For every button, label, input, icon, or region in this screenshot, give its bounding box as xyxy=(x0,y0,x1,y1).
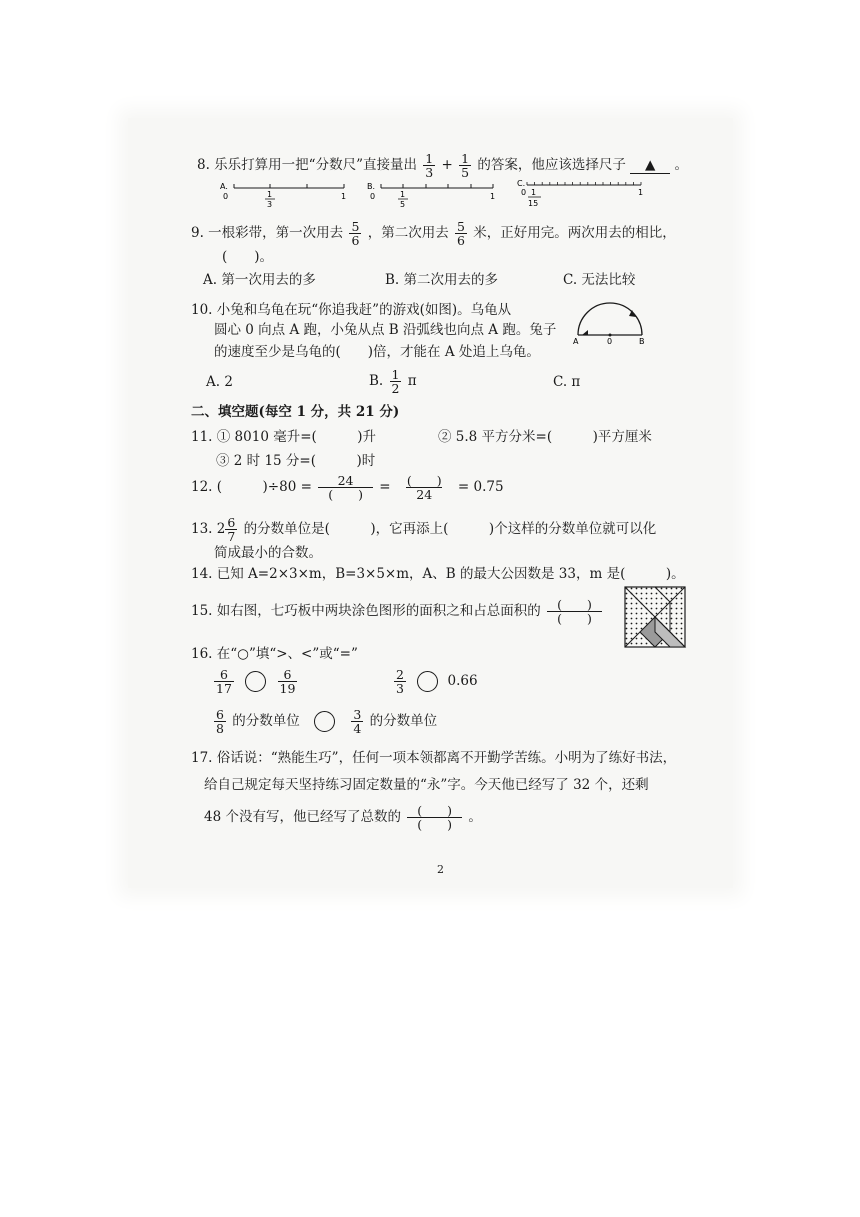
page-number: 2 xyxy=(437,863,444,876)
compare-circle-3[interactable] xyxy=(314,711,335,732)
ruler-b-mark-num: 1 xyxy=(400,190,406,199)
ruler-b-zero: 0 xyxy=(370,192,376,201)
q12-text-a: 12. ( )÷80 = xyxy=(191,479,312,496)
q12-frac-1: $\frac{24}{( )}$ xyxy=(318,474,373,501)
ruler-c-mark-num: 1 xyxy=(531,188,537,197)
q13-frac: $\frac{6}{7}$ xyxy=(227,515,236,545)
ruler-a-mark-num: 1 xyxy=(267,190,273,199)
ruler-b-one: 1 xyxy=(490,192,496,201)
q10-semicircle-figure xyxy=(570,297,650,347)
q16-compare-1 xyxy=(212,668,299,695)
q17-text: 48 个没有写，他已经写了总数的 xyxy=(204,809,401,826)
ruler-b xyxy=(367,180,497,210)
q8-text-b: 的答案，他应该选择尺子 xyxy=(477,157,626,174)
q11-part-b: ② 5.8 平方分米=( )平方厘米 xyxy=(438,429,652,445)
q8-plus: + xyxy=(441,157,453,174)
q16-c1-right: $\frac{6}{19}$ xyxy=(279,667,296,697)
ruler-c-label: C. xyxy=(517,179,526,188)
q16-c2-left: $\frac{2}{3}$ xyxy=(396,667,404,697)
q9-text-a: 9. 一根彩带，第一次用去 xyxy=(191,225,344,242)
q12-line xyxy=(191,474,504,501)
ruler-b-label: B. xyxy=(367,182,376,191)
q13-whole: 2 xyxy=(216,521,226,538)
q8-text-a: 8. 乐乐打算用一把“分数尺”直接量出 xyxy=(197,157,417,174)
q8-frac-1: $\frac{1}{3}$ xyxy=(425,151,434,181)
section-2-title: 二、填空题(每空 1 分，共 21 分) xyxy=(191,404,400,420)
q13-text: 的分数单位是( )，它再添上( )个这样的分数单位就可以化 xyxy=(243,521,657,538)
ruler-a-zero: 0 xyxy=(223,192,229,201)
q17-line-1: 17. 俗话说：“熟能生巧”，任何一项本领都离不开勤学苦练。小明为了练好书法， xyxy=(191,750,677,766)
q12-text-b: = 0.75 xyxy=(457,479,504,496)
q17-line-2: 给自己规定每天坚持练习固定数量的“永”字。今天他已经写了 32 个，还剩 xyxy=(204,777,649,793)
q16-c3-right-text: 的分数单位 xyxy=(369,713,438,730)
ruler-c-zero: 0 xyxy=(521,188,527,197)
q14-line: 14. 已知 A=2×3×m，B=3×5×m，A、B 的最大公因数是 33，m 是( )。 xyxy=(191,566,685,582)
ruler-a-mark-den: 3 xyxy=(267,200,273,209)
q15-frac: $\frac{( )}{( )}$ xyxy=(547,598,602,625)
tangram-figure xyxy=(624,586,688,648)
q13-line-1: 13. 2 $\frac{6}{7}$ 的分数单位是( )，它再添上( )个这样的分数单位就可以化 xyxy=(191,515,657,545)
q10-option-b: B. $\frac{1}{2}$ π xyxy=(369,367,417,397)
compare-circle-1[interactable] xyxy=(245,671,266,692)
q17-line-3 xyxy=(204,804,482,831)
q10-option-a: A. 2 xyxy=(206,374,233,390)
q9-text-c: 米，正好用完。两次用去的相比， xyxy=(473,225,676,242)
q17-end: 。 xyxy=(468,809,482,826)
q16-compare-2 xyxy=(392,668,478,695)
q10-line-1: 10. 小兔和乌龟在玩“你追我赶”的游戏(如图)。乌龟从 xyxy=(191,302,512,318)
q15-line xyxy=(191,598,604,625)
q8-end: 。 xyxy=(674,157,688,174)
ruler-a xyxy=(220,180,350,210)
q11-part-a: 11. ① 8010 毫升=( )升 xyxy=(191,429,377,445)
q16-c3-left: $\frac{6}{8}$ xyxy=(216,707,224,737)
q16-c3-left-text: 的分数单位 xyxy=(232,713,300,730)
q17-frac: $\frac{( )}{( )}$ xyxy=(407,804,462,831)
q15-text: 15. 如右图，七巧板中两块涂色图形的面积之和占总面积的 xyxy=(191,603,541,620)
q16-compare-3 xyxy=(212,708,437,735)
q13-line-2: 简成最小的合数。 xyxy=(214,545,322,561)
q10-option-c: C. π xyxy=(553,374,581,390)
fig-point-o: 0 xyxy=(607,337,613,346)
q8-line xyxy=(197,152,688,179)
q12-eq: = xyxy=(379,479,391,496)
q16-title: 16. 在“○”填“>、<”或“=” xyxy=(191,646,358,662)
compare-circle-2[interactable] xyxy=(417,671,438,692)
q9-option-a: A. 第一次用去的多 xyxy=(203,272,316,288)
q9-option-b: B. 第二次用去的多 xyxy=(385,272,499,288)
q9-text-b: ，第二次用去 xyxy=(367,225,449,242)
q12-frac-2: $\frac{( )}{24}$ xyxy=(406,473,442,503)
q9-frac-1: $\frac{5}{6}$ xyxy=(351,219,360,249)
q8-frac-2: $\frac{1}{5}$ xyxy=(461,151,470,181)
q16-c2-right: 0.66 xyxy=(447,673,478,690)
q9-blank: ( )。 xyxy=(222,249,274,265)
q9-line xyxy=(191,220,676,247)
q11-part-c: ③ 2 时 15 分=( )时 xyxy=(216,453,376,469)
fig-point-b: B xyxy=(639,337,645,346)
fig-point-a: A xyxy=(573,337,579,346)
q9-option-c: C. 无法比较 xyxy=(563,272,636,288)
ruler-c xyxy=(517,177,647,209)
q16-c1-left: $\frac{6}{17}$ xyxy=(216,667,232,697)
ruler-c-mark-den: 15 xyxy=(528,199,539,208)
q10-line-3: 的速度至少是乌龟的( )倍，才能在 A 处追上乌龟。 xyxy=(214,344,540,360)
q8-answer-blank: ▲ xyxy=(630,159,670,174)
ruler-c-one: 1 xyxy=(638,188,644,197)
ruler-a-one: 1 xyxy=(341,192,347,201)
q16-c3-right: $\frac{3}{4}$ xyxy=(353,707,362,737)
ruler-b-mark-den: 5 xyxy=(400,200,406,209)
q9-frac-2: $\frac{5}{6}$ xyxy=(457,219,465,249)
q10-line-2: 圆心 0 向点 A 跑，小兔从点 B 沿弧线也向点 A 跑。兔子 xyxy=(214,322,557,338)
ruler-a-label: A. xyxy=(220,182,228,191)
